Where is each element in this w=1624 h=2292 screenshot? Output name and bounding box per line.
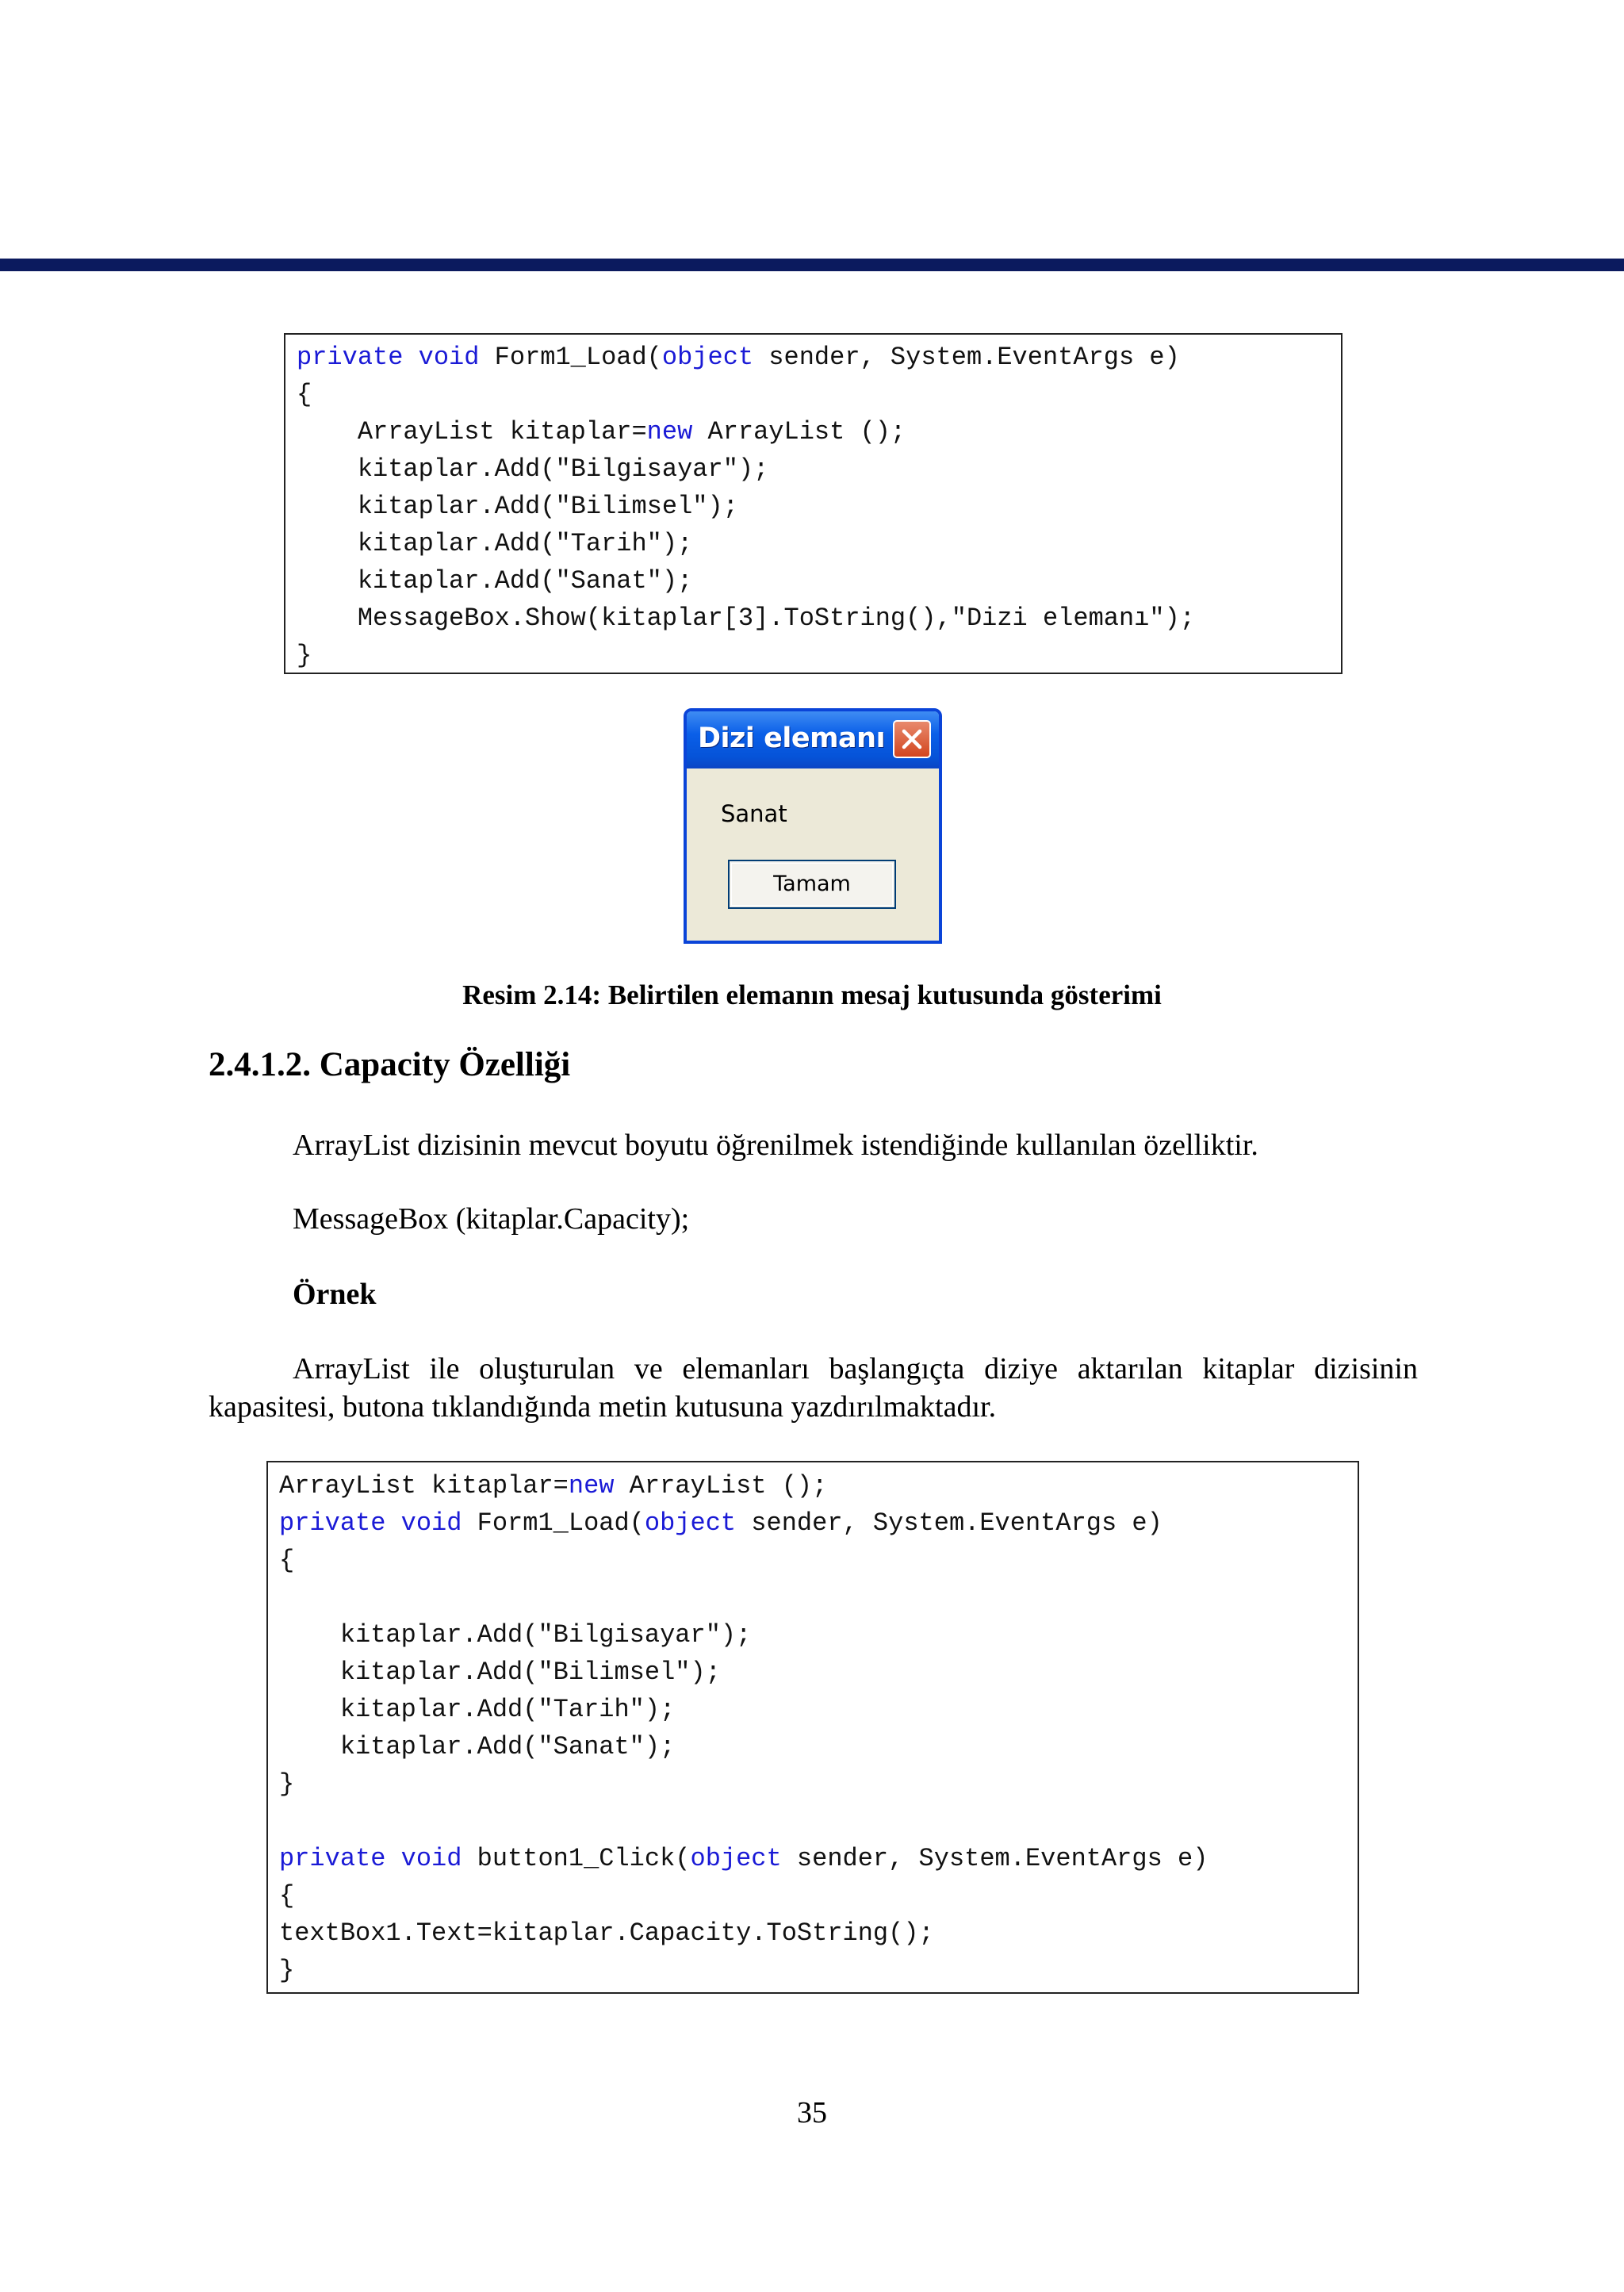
close-x-icon[interactable] [893, 720, 931, 758]
code-line [297, 562, 1341, 600]
dialog-title: Dizi elemanı [698, 722, 886, 754]
code-keyword: new [646, 417, 693, 447]
code-text: sender, System.EventArgs e) [781, 1844, 1208, 1873]
code-keyword: private [279, 1844, 386, 1873]
code-line [279, 1579, 1358, 1616]
code-keyword: object [690, 1844, 782, 1873]
paragraph-capacity-description: ArrayList dizisinin mevcut boyutu öğrenilmek istendiğinde kullanılan özelliktir. [293, 1129, 1258, 1162]
code-line [297, 413, 1341, 450]
code-text: { [279, 1546, 295, 1575]
code-text: ArrayList (); [692, 417, 906, 447]
section-heading: 2.4.1.2. Capacity Özelliği [209, 1046, 571, 1083]
code-keyword: void [400, 1844, 462, 1873]
code-text: { [279, 1881, 295, 1911]
code-line [297, 525, 1341, 562]
code-line [279, 1467, 1358, 1504]
code-text: kitaplar.Add("Tarih"); [279, 1695, 676, 1724]
code-line [279, 1542, 1358, 1579]
code-text: { [297, 380, 312, 409]
code-line [279, 1728, 1358, 1765]
code-text: sender, System.EventArgs e) [736, 1508, 1162, 1538]
code-text [385, 1508, 400, 1538]
code-text: Form1_Load( [462, 1508, 645, 1538]
code-text [385, 1844, 400, 1873]
code-text: } [279, 1769, 295, 1799]
code-block-form-load [284, 333, 1342, 674]
code-text: kitaplar.Add("Bilimsel"); [297, 492, 738, 521]
code-text: } [297, 641, 312, 670]
page-number: 35 [797, 2096, 827, 2129]
code-line [297, 600, 1341, 637]
code-text: kitaplar.Add("Sanat"); [297, 566, 693, 596]
paragraph-example-description: ArrayList ile oluşturulan ve elemanları başlangıçta diziye aktarılan kitaplar dizisinin kapasitesi, butona tıklandığında metin kutusuna yazdırılmaktadır. [209, 1352, 1418, 1424]
dialog-titlebar [687, 711, 939, 768]
code-text: ArrayList (); [614, 1471, 828, 1501]
paragraph-code-snippet: MessageBox (kitaplar.Capacity); [293, 1202, 690, 1236]
code-keyword: object [661, 343, 754, 372]
code-keyword: private [297, 343, 404, 372]
code-line [279, 1914, 1358, 1952]
dialog-message: Sanat [721, 800, 787, 827]
code-line [279, 1952, 1358, 1989]
code-text: ArrayList kitaplar= [297, 417, 647, 447]
figure-caption: Resim 2.14: Belirtilen elemanın mesaj kutusunda gösterimi [462, 979, 1162, 1010]
code-line [279, 1654, 1358, 1691]
code-text: kitaplar.Add("Bilgisayar"); [279, 1620, 752, 1650]
code-line [279, 1616, 1358, 1654]
code-text: ArrayList kitaplar= [279, 1471, 569, 1501]
code-line [279, 1504, 1358, 1542]
code-block-capacity [266, 1461, 1359, 1994]
code-keyword: void [400, 1508, 462, 1538]
code-line [279, 1691, 1358, 1728]
example-heading: Örnek [293, 1278, 377, 1311]
code-text: kitaplar.Add("Bilimsel"); [279, 1658, 721, 1687]
code-line [297, 376, 1341, 413]
code-line [279, 1765, 1358, 1803]
code-text: kitaplar.Add("Bilgisayar"); [297, 454, 769, 484]
code-text: Form1_Load( [479, 343, 662, 372]
code-text: button1_Click( [462, 1844, 691, 1873]
code-line [297, 637, 1341, 674]
code-text: kitaplar.Add("Tarih"); [297, 529, 693, 558]
code-text [403, 343, 418, 372]
code-line [279, 1877, 1358, 1914]
code-text: MessageBox.Show(kitaplar[3].ToString(),"Dizi elemanı"); [297, 604, 1195, 633]
code-keyword: new [568, 1471, 615, 1501]
code-line [297, 450, 1341, 488]
code-line [297, 339, 1341, 376]
code-line [279, 1803, 1358, 1840]
code-keyword: private [279, 1508, 386, 1538]
code-text: kitaplar.Add("Sanat"); [279, 1732, 676, 1761]
code-keyword: void [418, 343, 480, 372]
code-text: textBox1.Text=kitaplar.Capacity.ToString(); [279, 1918, 934, 1948]
code-line [279, 1840, 1358, 1877]
ok-button[interactable]: Tamam [728, 860, 896, 909]
header-rule [0, 259, 1624, 271]
message-box-dialog [684, 708, 942, 944]
code-text: } [279, 1956, 295, 1985]
code-text: sender, System.EventArgs e) [753, 343, 1180, 372]
code-keyword: object [644, 1508, 737, 1538]
code-line [297, 488, 1341, 525]
